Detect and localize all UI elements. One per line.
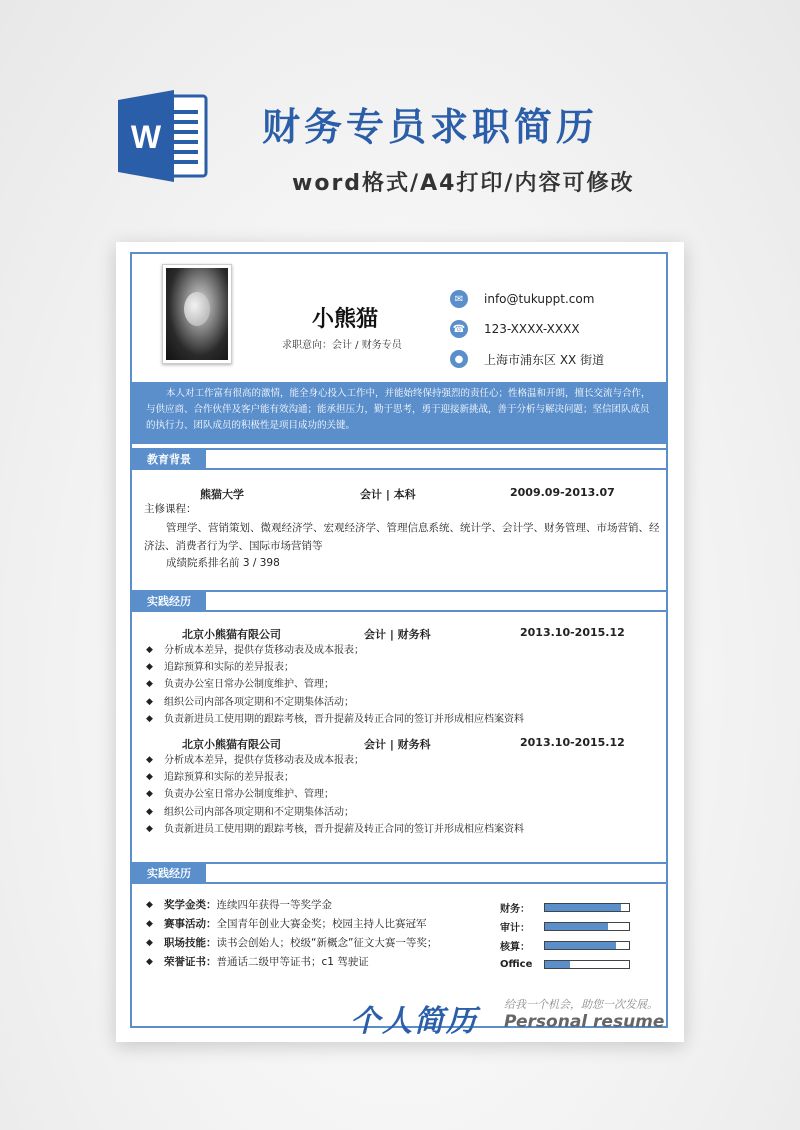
contact-phone: [450, 314, 604, 344]
skill-fill: [545, 904, 621, 911]
list-item: ◆ 负责办公室日常办公制度维护、管理；: [146, 786, 524, 803]
list-item: [146, 953, 437, 972]
award-label: 奖学金类：: [164, 899, 217, 911]
list-item: ◆ 追踪预算和实际的差异报表；: [146, 659, 524, 676]
list-item: ◆ 组织公司内部各项定期和不定期集体活动；: [146, 694, 524, 711]
company-name: 北京小熊猫有限公司: [182, 738, 281, 751]
major-degree: 会计 | 本科: [360, 488, 416, 501]
company-name: 北京小熊猫有限公司: [182, 628, 281, 641]
courses-label: 主修课程：: [144, 503, 197, 515]
skill-row: [500, 936, 630, 955]
list-item: [146, 915, 437, 934]
skill-bar: [544, 941, 630, 950]
skill-row: [500, 955, 630, 974]
award-label: 赛事活动：: [164, 918, 217, 930]
job-period: 2013.10-2015.12: [520, 736, 625, 749]
list-item: [146, 934, 437, 953]
skill-bar: [544, 922, 630, 931]
awards-list: [146, 896, 437, 972]
job-role: 会计 | 财务科: [364, 628, 431, 641]
experience-heading: 实践经历: [132, 590, 206, 612]
skill-bar: [544, 960, 630, 969]
logo-letter: W: [130, 119, 162, 155]
list-item: ◆ 分析成本差异，提供存货移动表及成本报表；: [146, 752, 524, 769]
phone-text: 123-XXXX-XXXX: [484, 322, 580, 336]
location-pin-icon: ●: [450, 350, 468, 368]
contact-info: [450, 284, 604, 374]
contact-address: [450, 344, 604, 374]
job-period: 2013.10-2015.12: [520, 626, 625, 639]
skill-label: 核算：: [500, 942, 530, 953]
self-summary: 本人对工作富有很高的激情，能全身心投入工作中，并能始终保持强烈的责任心；性格温和开朗，擅长交流与合作，与供应商、合作伙伴及客户能有效沟通；能承担压力，勤于思考，勇于迎接新挑战，善于分析与解决问题；坚信团队成员的执行力、团队成员的积极性是项目成功的关键。: [132, 382, 666, 444]
footer-title-en: Personal resume: [504, 1012, 665, 1032]
skill-row: [500, 898, 630, 917]
word-logo-icon: [118, 86, 218, 186]
award-text: 全国青年创业大赛金奖；校园主持人比赛冠军: [216, 918, 427, 930]
resume-frame: [130, 252, 668, 1039]
list-item: ◆ 组织公司内部各项定期和不定期集体活动；: [146, 804, 524, 821]
document-subtitle: word格式/A4打印/内容可修改: [292, 171, 635, 196]
award-text: 读书会创始人；校级“新概念”征文大赛一等奖；: [216, 937, 438, 949]
email-text: info@tukuppt.com: [484, 292, 595, 306]
list-item: ◆ 分析成本差异，提供存货移动表及成本报表；: [146, 642, 524, 659]
address-text: 上海市浦东区 XX 街道: [484, 352, 605, 367]
job-role: 会计 | 财务科: [364, 738, 431, 751]
skill-label: 财务：: [500, 904, 530, 915]
profile-photo: [162, 264, 232, 364]
mail-icon: ✉: [450, 290, 468, 308]
document-title: 财务专员求职简历: [262, 105, 599, 149]
avatar: [166, 268, 228, 360]
list-item: ◆ 负责办公室日常办公制度维护、管理；: [146, 676, 524, 693]
job-duties-1: [146, 642, 524, 728]
footer-title-cn: 个人简历: [350, 1004, 478, 1039]
award-label: 荣誉证书：: [164, 956, 217, 968]
skill-fill: [545, 942, 616, 949]
skill-bar: [544, 903, 630, 912]
candidate-name: 小熊猫: [312, 307, 379, 332]
list-item: ◆ 追踪预算和实际的差异报表；: [146, 769, 524, 786]
skill-label: Office: [500, 959, 533, 970]
courses-list: 管理学、营销策划、微观经济学、宏观经济学、管理信息系统、统计学、会计学、财务管理、市场营销、经: [166, 522, 660, 534]
award-text: 连续四年获得一等奖学金: [216, 899, 332, 911]
list-item: [146, 896, 437, 915]
phone-icon: ☎: [450, 320, 468, 338]
education-section-header: [132, 448, 666, 470]
award-text: 普通话二级甲等证书；c1 驾驶证: [216, 956, 369, 968]
awards-section-header: [132, 862, 666, 884]
contact-email: [450, 284, 604, 314]
skill-label: 审计：: [500, 923, 530, 934]
experience-section-header: [132, 590, 666, 612]
skills-panel: [500, 898, 630, 974]
job-duties-2: [146, 752, 524, 838]
skill-fill: [545, 961, 570, 968]
footer-slogan: 给我一个机会，助您一次发展。: [504, 998, 658, 1011]
list-item: ◆ 负责新进员工使用期的跟踪考核，晋升提薪及转正合同的签订并形成相应档案资料: [146, 821, 524, 838]
education-heading: 教育背景: [132, 448, 206, 470]
courses-list-cont: 济法、消费者行为学、国际市场营销等: [144, 540, 323, 552]
education-period: 2009.09-2013.07: [510, 486, 615, 499]
list-item: ◆ 负责新进员工使用期的跟踪考核，晋升提薪及转正合同的签订并形成相应档案资料: [146, 711, 524, 728]
skill-fill: [545, 923, 608, 930]
class-rank: 成绩院系排名前 3 / 398: [166, 557, 280, 569]
school-name: 熊猫大学: [200, 488, 244, 501]
skill-row: [500, 917, 630, 936]
award-label: 职场技能：: [164, 937, 217, 949]
job-intent: 求职意向：会计 / 财务专员: [282, 340, 402, 351]
awards-heading: 实践经历: [132, 862, 206, 884]
resume-sheet: [116, 242, 684, 1042]
